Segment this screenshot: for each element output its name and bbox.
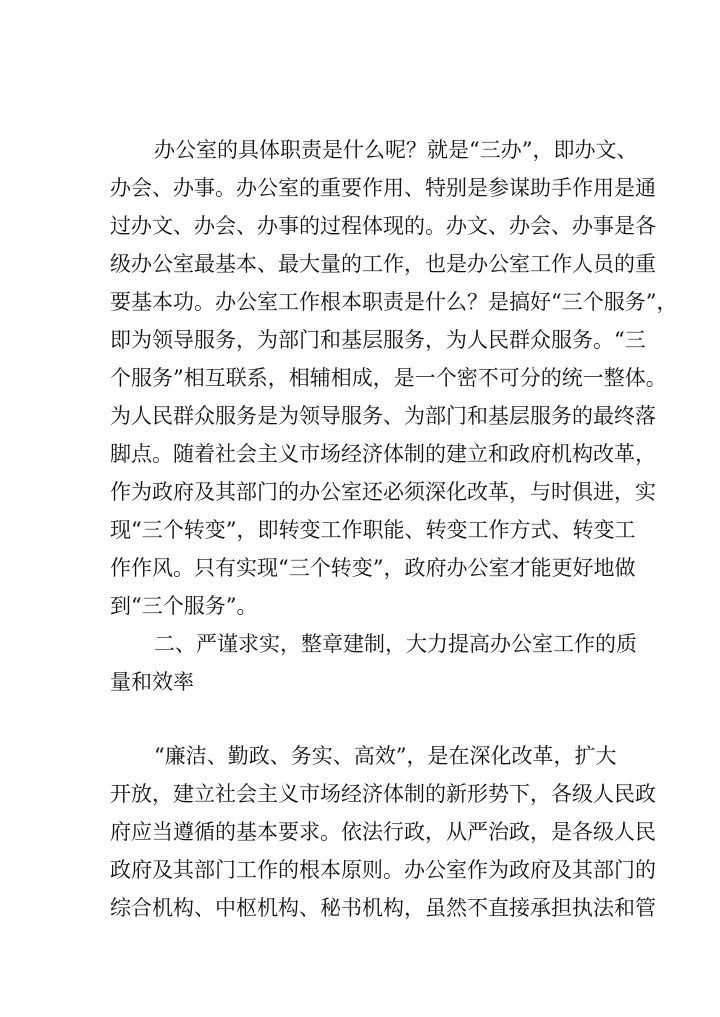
heading-line: 二、严谨求实，整章建制，大力提高办公室工作的质: [154, 632, 637, 656]
heading-line: 量和效率: [110, 670, 194, 694]
text-line: 作作风。只有实现“三个转变”，政府办公室才能更好地做: [110, 556, 636, 580]
text-line: 为人民群众服务是为领导服务、为部门和基层服务的最终落: [110, 404, 656, 428]
text-line: 级办公室最基本、最大量的工作，也是办公室工作人员的重: [110, 252, 656, 276]
text-line: 政府及其部门工作的根本原则。办公室作为政府及其部门的: [110, 858, 656, 882]
text-line: 即为领导服务，为部门和基层服务，为人民群众服务。“三: [110, 328, 646, 352]
text-line: 到“三个服务”。: [110, 594, 258, 618]
text-line: 脚点。随着社会主义市场经济体制的建立和政府机构改革，: [110, 442, 656, 466]
text-line: “廉洁、勤政、务实、高效”，是在深化改革，扩大: [154, 744, 617, 768]
text-line: 开放，建立社会主义市场经济体制的新形势下，各级人民政: [110, 782, 656, 806]
text-line: 办公室的具体职责是什么呢？就是“三办”，即办文、: [154, 138, 638, 162]
text-line: 现“三个转变”，即转变工作职能、转变工作方式、转变工: [110, 518, 636, 542]
text-line: 要基本功。办公室工作根本职责是什么？是搞好“三个服务”，: [110, 290, 678, 314]
text-line: 个服务”相互联系，相辅相成，是一个密不可分的统一整体。: [110, 366, 667, 390]
text-line: 过办文、办会、办事的过程体现的。办文、办会、办事是各: [110, 214, 656, 238]
text-line: 办会、办事。办公室的重要作用、特别是参谋助手作用是通: [110, 176, 656, 200]
text-line: 作为政府及其部门的办公室还必须深化改革，与时俱进，实: [110, 480, 656, 504]
text-line: 府应当遵循的基本要求。依法行政，从严治政，是各级人民: [110, 820, 656, 844]
text-line: 综合机构、中枢机构、秘书机构，虽然不直接承担执法和管: [110, 896, 656, 920]
